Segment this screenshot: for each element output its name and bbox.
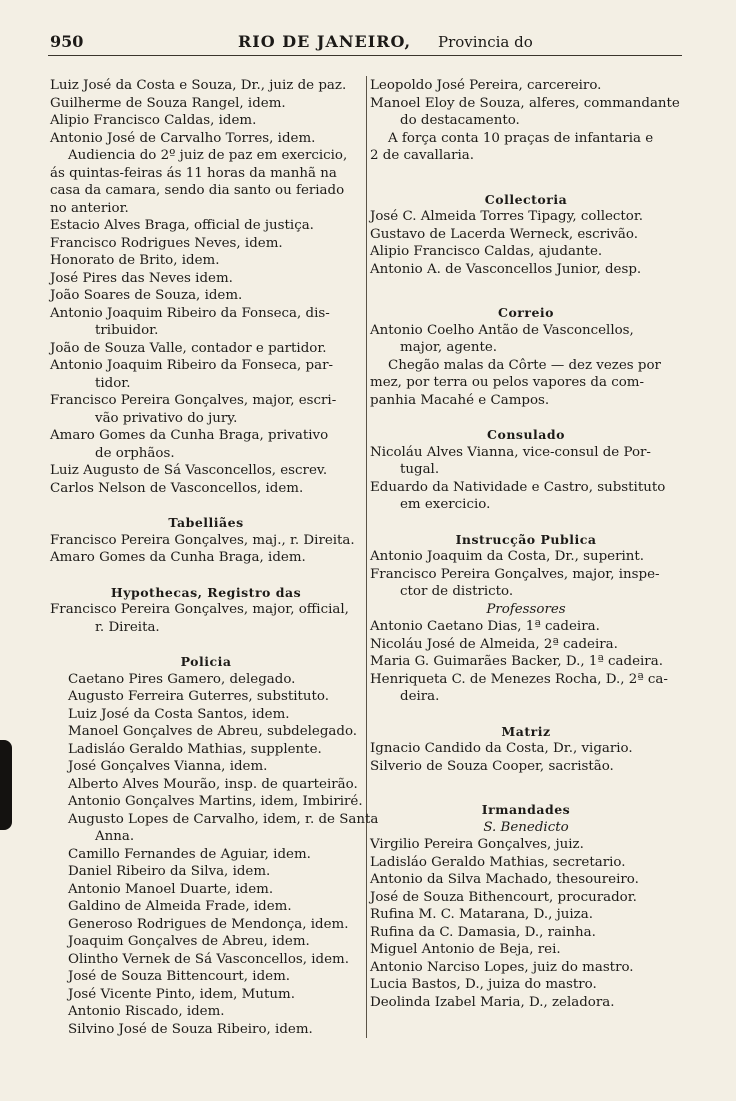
spacer <box>370 514 682 531</box>
section-heading: Irmandades <box>481 802 571 817</box>
text-line: Olintho Vernek de Sá Vasconcellos, idem. <box>68 951 349 967</box>
text-line: Anna. <box>95 829 135 844</box>
text-line: Amaro Gomes da Cunha Braga, idem. <box>50 550 306 565</box>
text-line: Antonio Joaquim Ribeiro da Fonseca, par- <box>50 358 334 373</box>
text-line: Antonio Joaquim da Costa, Dr., superint. <box>370 549 645 564</box>
spacer <box>50 636 362 653</box>
header-rule <box>48 55 682 56</box>
text-line: Silvino José de Souza Ribeiro, idem. <box>68 1021 313 1037</box>
text-line: Ladisláo Geraldo Mathias, secretario. <box>370 854 626 870</box>
text-line: José Vicente Pinto, idem, Mutum. <box>68 986 295 1002</box>
text-line: Eduardo da Natividade e Castro, substituto <box>370 479 666 495</box>
text-line: no anterior. <box>50 200 129 216</box>
text-line: Nicoláu José de Almeida, 2ª cadeira. <box>370 636 618 652</box>
text-line: Luiz José da Costa Santos, idem. <box>68 706 290 722</box>
text-line: Generoso Rodrigues de Mendonça, idem. <box>68 916 349 932</box>
text-line: João de Souza Valle, contador e partidor. <box>50 340 327 356</box>
text-line: do destacamento. <box>400 113 520 128</box>
spacer <box>50 497 362 514</box>
text-line: Audiencia do 2º juiz de paz em exercicio, <box>68 148 348 163</box>
left-column <box>50 77 379 1038</box>
text-line: Augusto Ferreira Guterres, substituto. <box>68 689 330 704</box>
page-header <box>50 30 680 54</box>
section-heading: Policia <box>180 654 232 669</box>
text-line: Antonio Narciso Lopes, juiz do mastro. <box>370 959 634 975</box>
spacer <box>370 792 682 801</box>
text-line: José Pires das Neves idem. <box>50 270 233 286</box>
section-heading: Consulado <box>487 427 565 442</box>
text-line: Alipio Francisco Caldas, idem. <box>50 113 257 128</box>
text-line: Alipio Francisco Caldas, ajudante. <box>370 244 603 259</box>
spacer <box>370 165 682 182</box>
text-line: Henriqueta C. de Menezes Rocha, D., 2ª ca- <box>370 671 668 687</box>
spacer <box>50 567 362 584</box>
text-line: major, agente. <box>400 340 498 355</box>
text-line: Virgilio Pereira Gonçalves, juiz. <box>370 837 584 852</box>
right-column <box>370 77 682 1011</box>
section-heading: Collectoria <box>484 191 568 207</box>
text-line: Honorato de Brito, idem. <box>50 253 220 268</box>
text-line: José de Souza Bithencourt, procurador. <box>370 889 637 905</box>
text-line: tribuidor. <box>95 323 159 338</box>
text-line: Luiz Augusto de Sá Vasconcellos, escrev. <box>50 463 328 478</box>
binding-stain <box>0 740 12 830</box>
text-line: casa da camara, sendo dia santo ou feriado <box>50 183 345 198</box>
text-line: Ignacio Candido da Costa, Dr., vigario. <box>370 741 633 756</box>
text-line: Francisco Pereira Gonçalves, major, inspe- <box>370 566 660 582</box>
text-line: João Soares de Souza, idem. <box>50 288 243 303</box>
text-line: Nicoláu Alves Vianna, vice-consul de Por- <box>370 444 651 460</box>
text-line: ctor de districto. <box>400 584 514 599</box>
spacer <box>370 182 682 191</box>
text-line: Rufina da C. Damasia, D., rainha. <box>370 924 596 940</box>
text-line: Manoel Eloy de Souza, alferes, commandante <box>370 95 680 111</box>
text-line: Carlos Nelson de Vasconcellos, idem. <box>50 480 304 496</box>
text-line: Miguel Antonio de Beja, rei. <box>370 942 561 957</box>
text-line: Augusto Lopes de Carvalho, idem, r. de Santa <box>68 811 379 827</box>
spacer <box>370 278 682 295</box>
text-line: Francisco Pereira Gonçalves, maj., r. Direita. <box>50 532 355 548</box>
text-line: Leopoldo José Pereira, carcereiro. <box>370 78 602 93</box>
text-line: Francisco Pereira Gonçalves, major, escri- <box>50 393 337 408</box>
text-line: Guilherme de Souza Rangel, idem. <box>50 95 286 111</box>
text-line: ás quintas-feiras ás 11 horas da manhã na <box>50 165 337 181</box>
text-line: Francisco Pereira Gonçalves, major, official, <box>50 602 349 617</box>
text-line: mez, por terra ou pelos vapores da com- <box>370 375 644 390</box>
text-line: vão privativo do jury. <box>95 410 238 426</box>
text-line: Chegão malas da Côrte — dez vezes por <box>388 357 661 373</box>
text-line: Gustavo de Lacerda Werneck, escrivão. <box>370 226 638 242</box>
page-subtitle: Provincia do <box>438 33 533 51</box>
text-line: Camillo Fernandes de Aguiar, idem. <box>68 846 311 862</box>
section-heading: Tabelliães <box>168 515 244 530</box>
text-line: José de Souza Bittencourt, idem. <box>68 969 291 984</box>
section-heading: Instrucção Publica <box>455 531 597 547</box>
text-line: tidor. <box>95 375 131 391</box>
text-line: Alberto Alves Mourão, insp. de quarteirão. <box>68 776 358 792</box>
text-line: José Gonçalves Vianna, idem. <box>68 759 268 774</box>
page-title: RIO DE JANEIRO, <box>238 32 412 51</box>
text-line: em exercicio. <box>400 497 491 512</box>
text-line: Francisco Rodrigues Neves, idem. <box>50 235 283 251</box>
section-heading: Correio <box>498 305 554 320</box>
text-line: Antonio Caetano Dias, 1ª cadeira. <box>370 619 600 634</box>
text-line: deira. <box>400 689 440 704</box>
text-line: Manoel Gonçalves de Abreu, subdelegado. <box>68 724 358 739</box>
text-line: Amaro Gomes da Cunha Braga, privativo <box>50 428 329 443</box>
section-subheading: S. Benedicto <box>483 819 569 835</box>
text-line: Ladisláo Geraldo Mathias, supplente. <box>68 741 322 757</box>
text-line: panhia Macahé e Campos. <box>370 392 550 408</box>
text-line: Deolinda Izabel Maria, D., zeladora. <box>370 994 615 1010</box>
spacer <box>370 775 682 792</box>
text-line: de orphãos. <box>95 445 175 461</box>
text-line: José C. Almeida Torres Tipagy, collector. <box>370 209 644 224</box>
text-line: Estacio Alves Braga, official de justiça. <box>50 218 314 233</box>
text-line: tugal. <box>400 462 440 477</box>
text-line: Silverio de Souza Cooper, sacristão. <box>370 758 614 774</box>
text-line: Maria G. Guimarães Backer, D., 1ª cadeira. <box>370 654 663 669</box>
text-line: Antonio Manoel Duarte, idem. <box>68 881 274 897</box>
text-line: Antonio Coelho Antão de Vasconcellos, <box>370 322 634 338</box>
text-line: Antonio da Silva Machado, thesoureiro. <box>370 872 639 887</box>
spacer <box>370 706 682 723</box>
text-line: Lucia Bastos, D., juiza do mastro. <box>370 977 597 992</box>
text-line: r. Direita. <box>95 619 160 635</box>
text-line: Antonio Joaquim Ribeiro da Fonseca, dis- <box>50 305 330 321</box>
text-line: Galdino de Almeida Frade, idem. <box>68 899 292 914</box>
section-heading: Matriz <box>501 723 551 739</box>
text-line: Joaquim Gonçalves de Abreu, idem. <box>68 934 310 949</box>
spacer <box>370 295 682 304</box>
column-divider <box>366 76 367 1038</box>
section-subheading: Professores <box>486 601 566 617</box>
text-line: Antonio José de Carvalho Torres, idem. <box>50 130 316 146</box>
text-line: Caetano Pires Gamero, delegado. <box>68 671 296 687</box>
text-line: Antonio Gonçalves Martins, idem, Imbiriré. <box>68 794 363 809</box>
text-line: 2 de cavallaria. <box>370 148 475 163</box>
text-line: Daniel Ribeiro da Silva, idem. <box>68 864 271 879</box>
text-line: Antonio A. de Vasconcellos Junior, desp. <box>370 261 642 277</box>
text-line: Rufina M. C. Matarana, D., juiza. <box>370 907 593 922</box>
page-number: 950 <box>50 32 84 51</box>
text-line: Luiz José da Costa e Souza, Dr., juiz de paz. <box>50 78 347 93</box>
text-line: A força conta 10 praças de infantaria e <box>388 130 654 146</box>
spacer <box>370 409 682 426</box>
text-line: Antonio Riscado, idem. <box>68 1004 225 1019</box>
section-heading: Hypothecas, Registro das <box>110 584 302 600</box>
